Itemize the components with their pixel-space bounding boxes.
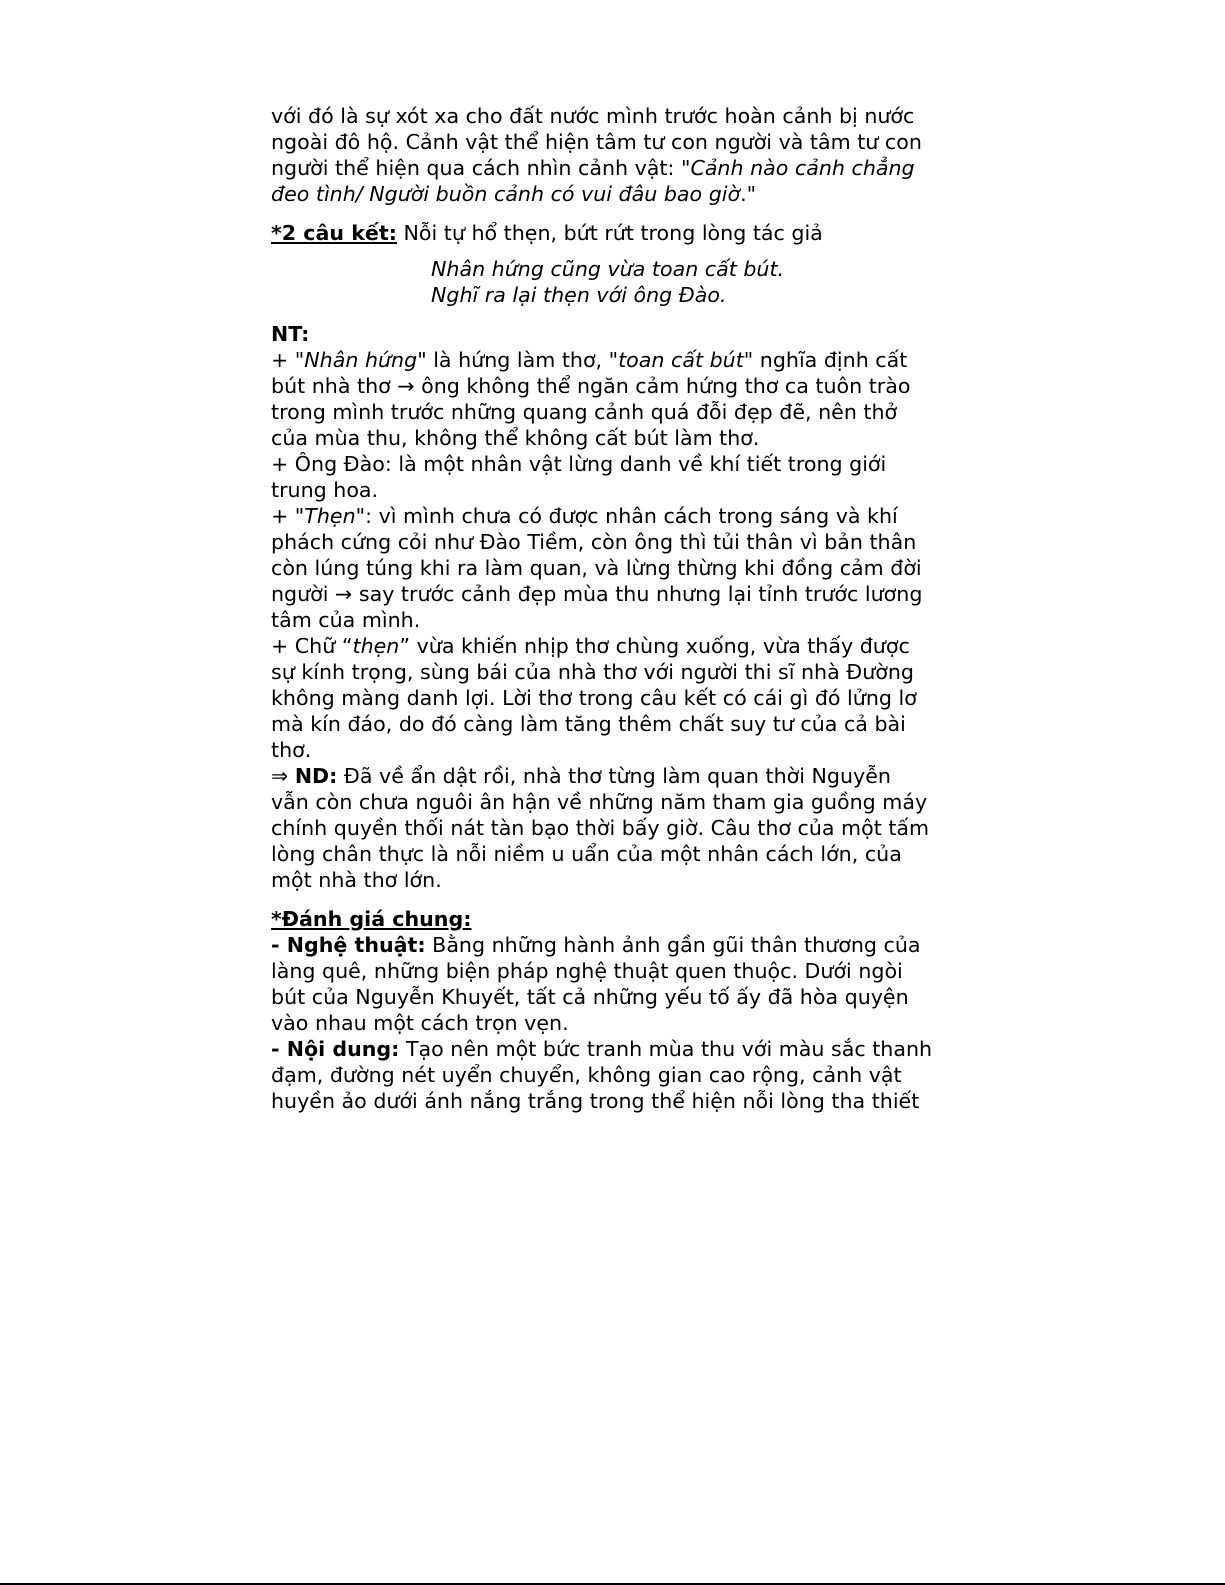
text-line: tâm của mình. [271, 608, 421, 632]
poem-line: Nghĩ ra lại thẹn với ông Đào. [431, 283, 727, 307]
text-line [271, 347, 951, 373]
poem-line: Nhân hứng cũng vừa toan cất bút. [431, 257, 785, 281]
text-line [271, 633, 951, 659]
quote-text: đeo tình/ Người buồn cảnh có vui đâu bao giờ [271, 182, 741, 206]
text-line: vẫn còn chưa nguôi ân hận về những năm tham gia guồng máy [271, 790, 928, 814]
text-segment: ." [740, 182, 757, 206]
section-cau-ket [271, 220, 951, 246]
text-line: trong mình trước những quang cảnh quá đỗi đẹp đẽ, nên thở [271, 400, 898, 424]
section-heading: *Đánh giá chung: [271, 907, 472, 931]
text-line: vào nhau một cách trọn vẹn. [271, 1011, 569, 1035]
text-line: không màng danh lợi. Lời thơ trong câu kết có cái gì đó lửng lơ [271, 686, 917, 710]
text-line [271, 181, 951, 207]
text-segment: Đã về ẩn dật rồi, nhà thơ từng làm quan thời Nguyễn [337, 764, 891, 788]
nghe-thuat-label: - Nghệ thuật: [271, 933, 426, 957]
text-line: bút của Nguyễn Khuyết, tất cả những yếu tố ấy đã hòa quyện [271, 985, 909, 1009]
text-line: trung hoa. [271, 478, 379, 502]
text-segment: + " [271, 348, 305, 372]
text-line [271, 1036, 951, 1062]
text-line: của mùa thu, không thể không cất bút làm thơ. [271, 426, 760, 450]
italic-term: Nhân hứng [304, 348, 418, 372]
text-line: + Ông Đào: là một nhân vật lừng danh về khí tiết trong giới [271, 452, 887, 476]
noi-dung-label: - Nội dung: [271, 1037, 400, 1061]
text-line: với đó là sự xót xa cho đất nước mình trước hoàn cảnh bị nước [271, 104, 915, 128]
danh-gia-section [271, 906, 951, 1114]
section-heading: *2 câu kết: [271, 221, 397, 245]
text-line: một nhà thơ lớn. [271, 868, 442, 892]
text-line: người → say trước cảnh đẹp mùa thu nhưng lại tỉnh trước lương [271, 582, 923, 606]
text-segment: + Chữ “ [271, 634, 353, 658]
text-line [271, 503, 951, 529]
text-line [271, 932, 951, 958]
italic-term: toan cất bút [618, 348, 744, 372]
quote-text: Cảnh nào cảnh chẳng [690, 156, 915, 180]
poem-block [271, 256, 951, 308]
text-segment: " nghĩa định cất [743, 348, 908, 372]
text-line: lòng chân thực là nỗi niềm u uẩn của một nhân cách lớn, của [271, 842, 902, 866]
nd-label: ND: [294, 764, 338, 788]
italic-term: Thẹn [304, 504, 356, 528]
text-segment: " là hứng làm thơ, " [417, 348, 619, 372]
text-line: phách cứng cỏi như Đào Tiềm, còn ông thì tủi thân vì bản thân [271, 530, 917, 554]
text-line [271, 155, 951, 181]
text-line: mà kín đáo, do đó càng làm tăng thêm chất suy tư của cả bài [271, 712, 906, 736]
arrow-symbol: ⇒ [271, 764, 295, 788]
text-line: chính quyền thối nát tàn bạo thời bấy giờ. Câu thơ của một tấm [271, 816, 930, 840]
text-line: bút nhà thơ → ông không thể ngăn cảm hứng thơ ca tuôn trào [271, 374, 911, 398]
text-line: sự kính trọng, sùng bái của nhà thơ với người thi sĩ nhà Đường [271, 660, 914, 684]
intro-paragraph [271, 103, 951, 207]
text-segment: Tạo nên một bức tranh mùa thu với màu sắc thanh [399, 1037, 933, 1061]
text-segment: người thể hiện qua cách nhìn cảnh vật: " [271, 156, 691, 180]
text-segment: + " [271, 504, 305, 528]
text-line [271, 220, 951, 246]
text-line: huyền ảo dưới ánh nắng trắng trong thể hiện nỗi lòng tha thiết [271, 1089, 920, 1113]
text-line [271, 763, 951, 789]
text-segment: ” vừa khiến nhịp thơ chùng xuống, vừa thấy được [399, 634, 910, 658]
text-line: ngoài đô hộ. Cảnh vật thể hiện tâm tư con người và tâm tư con [271, 130, 922, 154]
italic-term: thẹn [352, 634, 400, 658]
text-line: làng quê, những biện pháp nghệ thuật quen thuộc. Dưới ngòi [271, 959, 903, 983]
text-segment: Bằng những hành ảnh gần gũi thân thương của [425, 933, 921, 957]
nt-section [271, 321, 951, 893]
text-line: đạm, đường nét uyển chuyển, không gian cao rộng, cảnh vật [271, 1063, 902, 1087]
text-segment: Nỗi tự hổ thẹn, bứt rứt trong lòng tác giả [396, 221, 823, 245]
text-line: thơ. [271, 738, 312, 762]
text-segment: ": vì mình chưa có được nhân cách trong sáng và khí [355, 504, 898, 528]
text-line: còn lúng túng khi ra làm quan, và lừng thừng khi đồng cảm đời [271, 556, 922, 580]
document-page [271, 103, 951, 1114]
nt-label: NT: [271, 322, 310, 346]
